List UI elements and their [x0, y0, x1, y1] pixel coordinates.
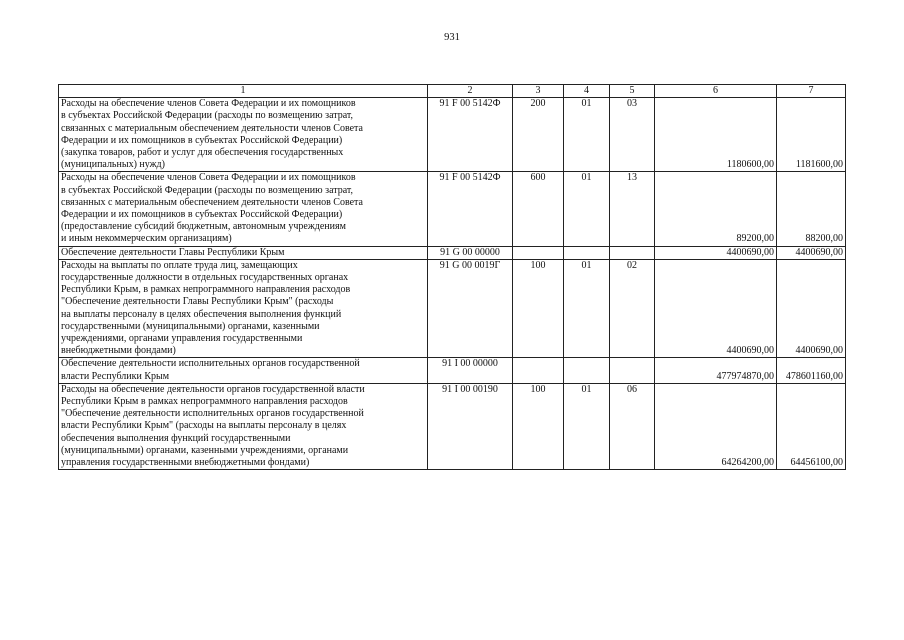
subsection-code: 03 [610, 98, 655, 172]
expense-type-code: 200 [513, 98, 564, 172]
description-line: Федерации и их помощников в субъектах Российской Федерации) [61, 134, 343, 146]
column-header-6: 6 [655, 85, 777, 98]
section-code [564, 246, 610, 259]
description-line: в субъектах Российской Федерации (расходы по возмещению затрат, [61, 184, 354, 196]
expense-type-code: 100 [513, 259, 564, 358]
header-row [59, 85, 846, 98]
description-line: управления государственными внебюджетными фондами) [61, 457, 310, 469]
description-line: Республики Крым, в рамках непрограммного направления расходов [61, 284, 351, 296]
section-code: 01 [564, 383, 610, 469]
description-line: государственные должности в отдельных государственных органах [61, 272, 349, 284]
subsection-code: 02 [610, 259, 655, 358]
amount-column-7: 4400690,00 [777, 246, 846, 259]
description-line: внебюджетными фондами) [61, 345, 176, 357]
description-line: Расходы на обеспечение членов Совета Федерации и их помощников [61, 172, 356, 184]
subsection-code [610, 358, 655, 383]
description-line: Расходы на выплаты по оплате труда лиц, замещающих [61, 259, 298, 271]
classification-code: 91 I 00 00000 [428, 358, 513, 383]
amount-column-6: 477974870,00 [655, 358, 777, 383]
amount-column-6: 4400690,00 [655, 259, 777, 358]
amount-column-7: 88200,00 [777, 172, 846, 246]
classification-code: 91 F 00 5142Ф [428, 172, 513, 246]
expense-description [59, 98, 428, 172]
amount-column-7: 4400690,00 [777, 259, 846, 358]
description-line: власти Республики Крым" (расходы на выплаты персоналу в целях [61, 420, 347, 432]
amount-column-7: 1181600,00 [777, 98, 846, 172]
section-code: 01 [564, 98, 610, 172]
description-line: власти Республики Крым [61, 370, 170, 382]
description-line: Обеспечение деятельности Главы Республики Крым [61, 246, 285, 258]
description-line: Расходы на обеспечение деятельности органов государственной власти [61, 383, 365, 395]
column-header-4: 4 [564, 85, 610, 98]
description-line: в субъектах Российской Федерации (расходы по возмещению затрат, [61, 110, 354, 122]
classification-code: 91 F 00 5142Ф [428, 98, 513, 172]
amount-column-6: 4400690,00 [655, 246, 777, 259]
section-code [564, 358, 610, 383]
expense-description [59, 383, 428, 469]
column-header-3: 3 [513, 85, 564, 98]
page-number: 931 [444, 32, 460, 43]
subsection-code: 13 [610, 172, 655, 246]
description-line: "Обеспечение деятельности Главы Республики Крым" (расходы [61, 296, 334, 308]
column-header-5: 5 [610, 85, 655, 98]
expense-type-code: 600 [513, 172, 564, 246]
description-line: (предоставление субсидий бюджетным, автономным учреждениям [61, 221, 346, 233]
expense-description [59, 358, 428, 383]
description-line: связанных с материальным обеспечением деятельности членов Совета [61, 196, 363, 208]
table-row [59, 358, 846, 383]
description-line: Республики Крым в рамках непрограммного направления расходов [61, 396, 348, 408]
description-line: (муниципальными) органами, казенными учреждениями, органами [61, 444, 349, 456]
section-code: 01 [564, 259, 610, 358]
expense-type-code: 100 [513, 383, 564, 469]
description-line: учреждениями, органами управления государственными [61, 333, 303, 345]
table-row [59, 98, 846, 172]
expense-type-code [513, 358, 564, 383]
amount-column-6: 1180600,00 [655, 98, 777, 172]
description-line: на выплаты персоналу в целях обеспечения выполнения функций [61, 308, 342, 320]
amount-column-6: 64264200,00 [655, 383, 777, 469]
table-row [59, 259, 846, 358]
budget-table [58, 84, 846, 470]
classification-code: 91 G 00 0019Г [428, 259, 513, 358]
subsection-code: 06 [610, 383, 655, 469]
column-header-7: 7 [777, 85, 846, 98]
description-line: (муниципальных) нужд) [61, 159, 165, 171]
description-line: связанных с материальным обеспечением деятельности членов Совета [61, 122, 363, 134]
description-line: обеспечения выполнения функций государственными [61, 432, 291, 444]
description-line: Расходы на обеспечение членов Совета Федерации и их помощников [61, 98, 356, 110]
expense-type-code [513, 246, 564, 259]
section-code: 01 [564, 172, 610, 246]
expense-description [59, 259, 428, 358]
amount-column-6: 89200,00 [655, 172, 777, 246]
table-row [59, 172, 846, 246]
column-header-2: 2 [428, 85, 513, 98]
amount-column-7: 64456100,00 [777, 383, 846, 469]
subsection-code [610, 246, 655, 259]
column-header-1: 1 [59, 85, 428, 98]
amount-column-7: 478601160,00 [777, 358, 846, 383]
description-line: "Обеспечение деятельности исполнительных органов государственной [61, 408, 364, 420]
description-line: Обеспечение деятельности исполнительных органов государственной [61, 358, 360, 370]
description-line: государственными (муниципальными) органами, казенными [61, 320, 320, 332]
table-body [59, 98, 846, 470]
classification-code: 91 I 00 00190 [428, 383, 513, 469]
table-row [59, 383, 846, 469]
description-line: и иным некоммерческим организациям) [61, 233, 232, 245]
expense-description [59, 246, 428, 259]
table-row [59, 246, 846, 259]
expense-description [59, 172, 428, 246]
description-line: (закупка товаров, работ и услуг для обеспечения государственных [61, 147, 344, 159]
classification-code: 91 G 00 00000 [428, 246, 513, 259]
description-line: Федерации и их помощников в субъектах Российской Федерации) [61, 209, 343, 221]
